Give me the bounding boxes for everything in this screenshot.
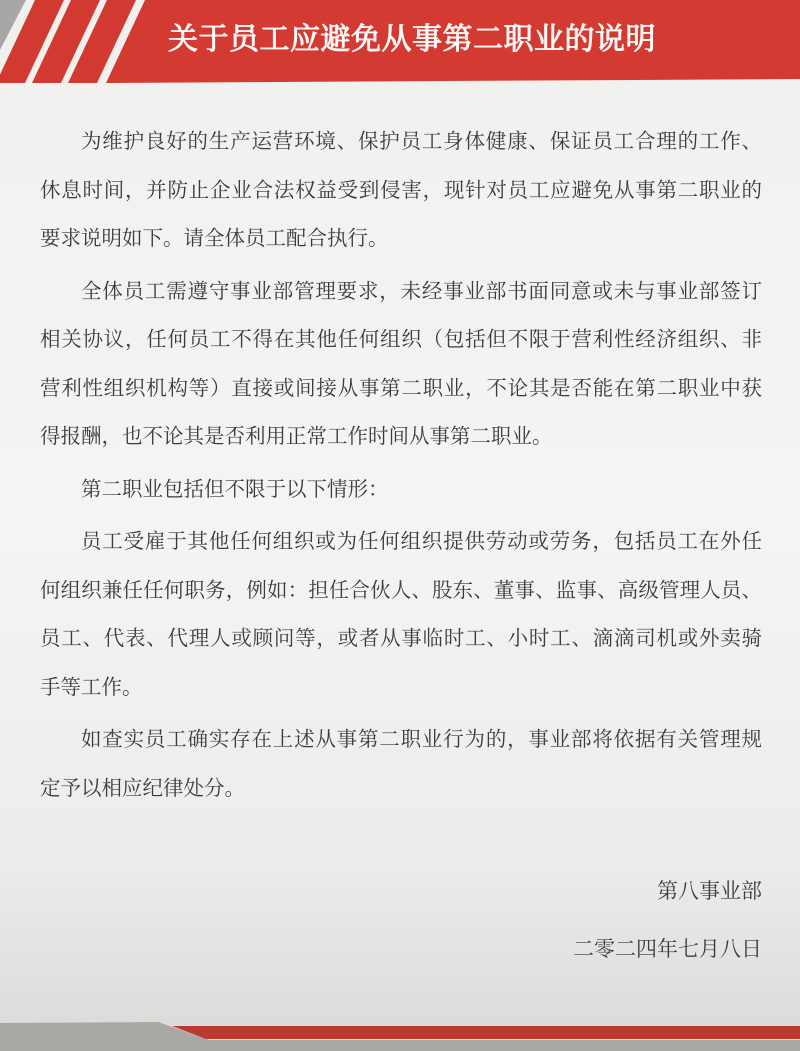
footer-decoration: [0, 1000, 800, 1051]
text-line: 全体员工需遵守事业部管理要求，未经事业部书面同意或未与事业部签订: [81, 279, 762, 303]
text-line: 手等工作。: [40, 675, 143, 699]
paragraph: [40, 268, 762, 462]
paragraph: [40, 716, 762, 813]
text-line: 营利性组织机构等）直接或间接从事第二职业，不论其是否能在第二职业中获: [40, 376, 762, 400]
text-line: 相关协议，任何员工不得在其他任何组织（包括但不限于营利性经济组织、非: [40, 328, 762, 351]
page-title: 关于员工应避免从事第二职业的说明: [168, 23, 656, 56]
footer-red-bar-shape: [172, 1026, 800, 1039]
text-line: 休息时间，并防止企业合法权益受到侵害，现针对员工应避免从事第二职业的: [40, 178, 762, 202]
document-body: [40, 118, 762, 817]
text-line: 要求说明如下。请全体员工配合执行。: [40, 227, 389, 250]
text-line: 为维护良好的生产运营环境、保护员工身体健康、保证员工合理的工作、: [81, 130, 762, 153]
text-line: 如查实员工确实存在上述从事第二职业行为的，事业部将依据有关管理规: [81, 728, 762, 751]
text-line: 定予以相应纪律处分。: [40, 776, 245, 800]
paragraph: [40, 518, 762, 712]
signature-date: 二零二四年七月八日: [573, 937, 762, 961]
paragraph: [40, 466, 762, 515]
signature-block: [573, 868, 762, 974]
text-line: 员工受雇于其他任何组织或为任何组织提供劳动或劳务，包括员工在外任: [81, 530, 762, 553]
paragraph: [40, 118, 762, 264]
text-line: 何组织兼任任何职务，例如：担任合伙人、股东、董事、监事、高级管理人员、: [40, 578, 762, 602]
text-line: 第二职业包括但不限于以下情形：: [81, 477, 389, 501]
signature-department: 第八事业部: [657, 880, 762, 903]
text-line: 得报酬，也不论其是否利用正常工作时间从事第二职业。: [40, 425, 553, 448]
text-line: 员工、代表、代理人或顾问等，或者从事临时工、小时工、滴滴司机或外卖骑: [40, 627, 762, 650]
